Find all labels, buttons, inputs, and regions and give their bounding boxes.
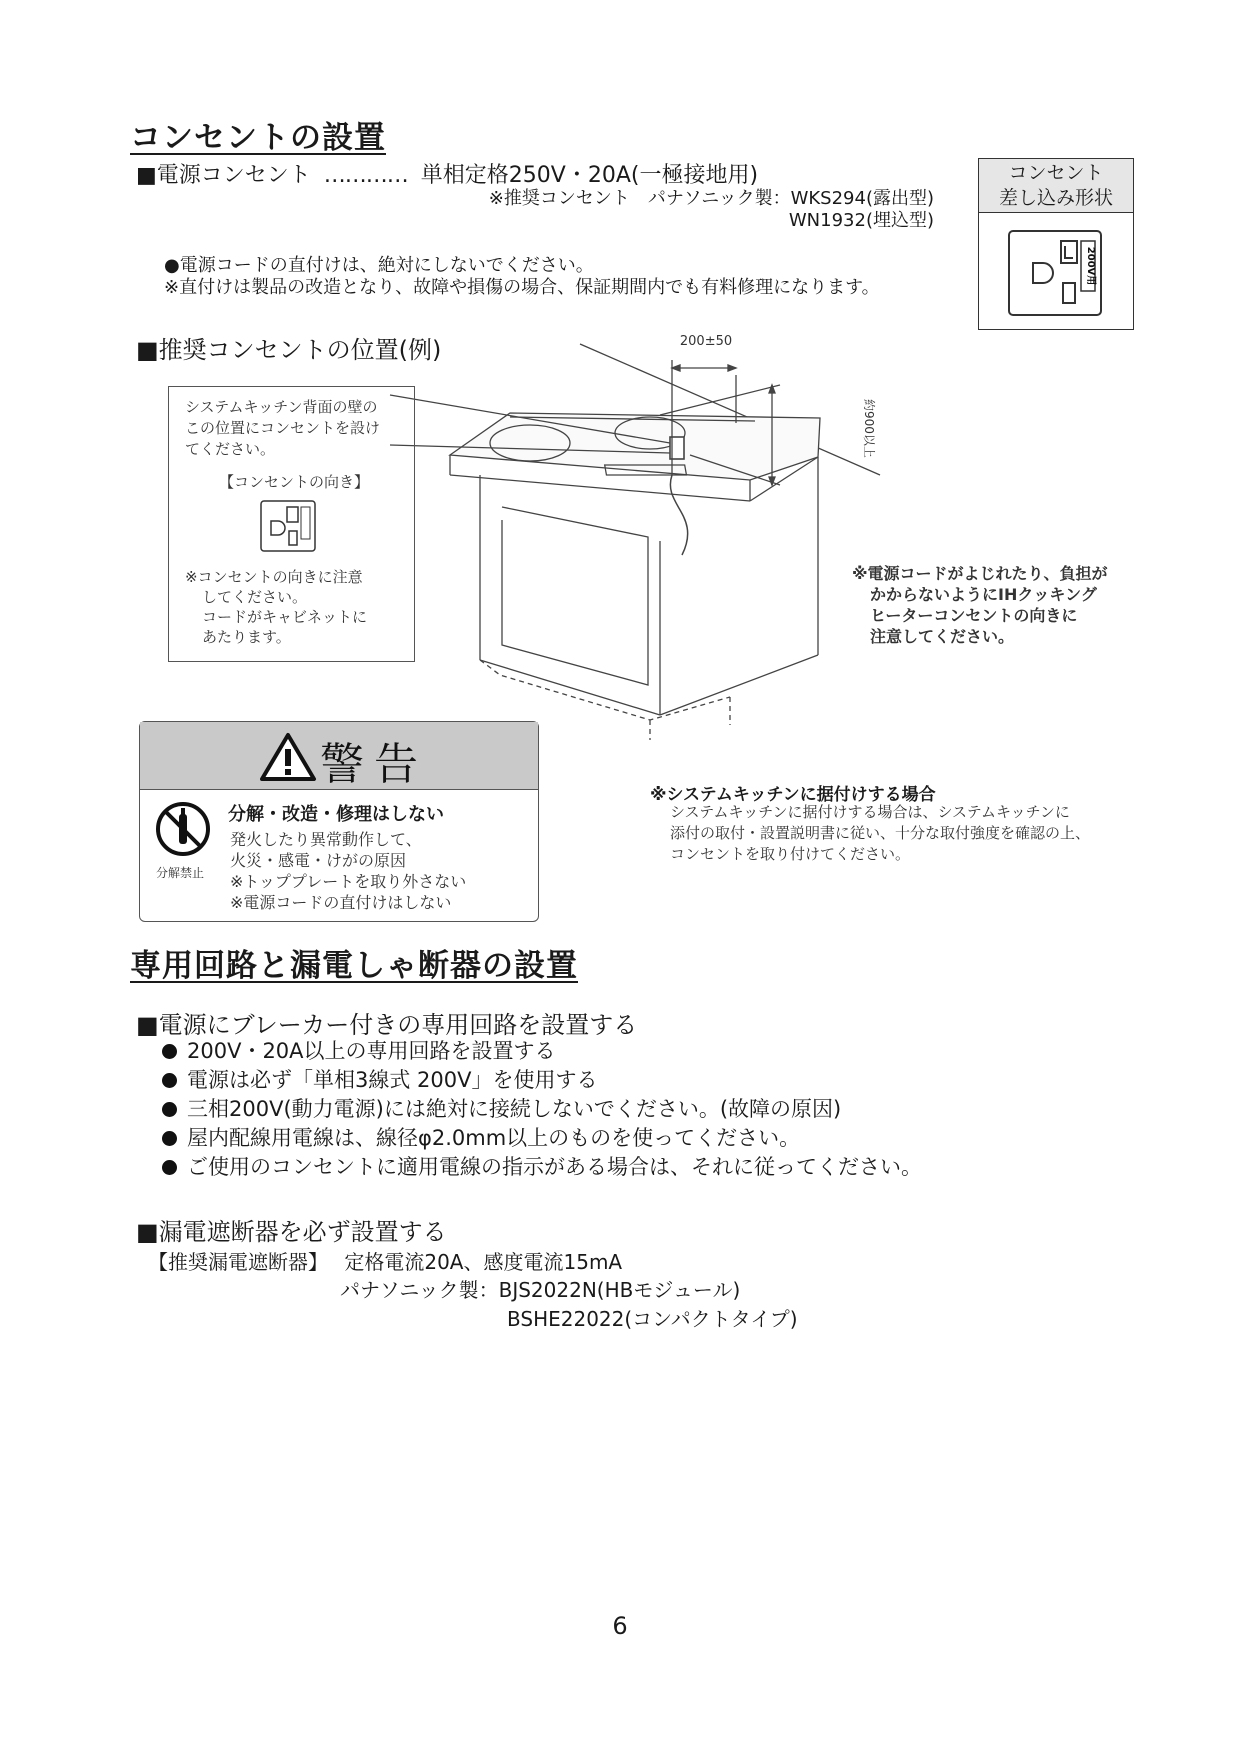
warning-line-4: ※電源コードの直付けはしない	[230, 893, 452, 912]
list-item: 電源は必ず「単相3線式 200V」を使用する	[162, 1066, 922, 1095]
list-item: ご使用のコンセントに適用電線の指示がある場合は、それに従ってください。	[162, 1153, 922, 1182]
breaker-heading: ■漏電遮断器を必ず設置する	[136, 1218, 447, 1246]
note-warranty: ※直付けは製品の改造となり、故障や損傷の場合、保証期間内でも有料修理になります。	[164, 277, 880, 298]
outlet-shape-caption: コンセント 差し込み形状	[979, 159, 1133, 213]
prohibit-label: 分解禁止	[156, 866, 205, 880]
callout-box	[168, 386, 415, 662]
breaker-maker: パナソニック製：BJS2022N(HBモジュール)	[340, 1278, 741, 1302]
warning-triangle-icon	[260, 732, 316, 782]
cord-note-3: ヒーターコンセントの向きに	[870, 606, 1078, 625]
cord-note-2: かからないようにIHクッキング	[870, 585, 1097, 604]
callout-note-4: あたります。	[202, 628, 291, 646]
outlet-shape-box	[978, 158, 1134, 330]
callout-note-2: してください。	[202, 588, 308, 606]
recommended-outlet-1: ※推奨コンセント パナソニック製：WKS294(露出型)	[488, 188, 934, 209]
leader-dots: …………	[323, 163, 408, 188]
callout-text-3: てください。	[185, 440, 276, 458]
outlet-shape-icon	[979, 213, 1132, 327]
dimension-height: 約900以上	[862, 399, 876, 458]
breaker-label: 【推奨漏電遮断器】	[148, 1250, 328, 1274]
warning-title: 警告	[320, 739, 428, 790]
cord-note-4: 注意してください。	[870, 627, 1015, 646]
note-direct-wiring: ●電源コードの直付けは、絶対にしないでください。	[164, 255, 594, 276]
callout-orientation-label: 【コンセントの向き】	[219, 473, 370, 491]
warning-line-3: ※トッププレートを取り外さない	[230, 872, 467, 891]
power-outlet-label: ■電源コンセント	[136, 163, 311, 188]
warning-line-1: 発火したり異常動作して、	[230, 830, 422, 849]
outlet-badge-text: 200V用	[1085, 246, 1096, 286]
circuit-bullet-list	[162, 1037, 922, 1182]
page-number: 6	[612, 1612, 628, 1640]
callout-note-3: コードがキャビネットに	[202, 608, 368, 626]
breaker-model-2: BSHE22022(コンパクトタイプ)	[507, 1307, 798, 1331]
warning-box	[139, 721, 539, 922]
outlet-orientation-icon	[259, 499, 319, 555]
dimension-width: 200±50	[679, 334, 733, 349]
position-heading: ■推奨コンセントの位置(例)	[136, 336, 442, 364]
system-kitchen-heading: ※システムキッチンに据付けする場合	[650, 785, 936, 805]
cord-note-1: ※電源コードがよじれたり、負担が	[852, 564, 1108, 583]
section-title-outlet: コンセントの設置	[130, 120, 386, 156]
breaker-spec: 定格電流20A、感度電流15mA	[344, 1250, 623, 1274]
kitchen-illustration	[420, 325, 876, 750]
system-kitchen-line-3: コンセントを取り付けてください。	[670, 845, 911, 863]
callout-note-1: ※コンセントの向きに注意	[185, 568, 363, 586]
section-title-circuit: 専用回路と漏電しゃ断器の設置	[130, 948, 578, 984]
system-kitchen-line-2: 添付の取付・設置説明書に従い、十分な取付強度を確認の上、	[670, 824, 1091, 842]
circuit-heading: ■電源にブレーカー付きの専用回路を設置する	[136, 1011, 638, 1039]
warning-subtitle: 分解・改造・修理はしない	[228, 804, 444, 825]
callout-text-2: この位置にコンセントを設け	[185, 419, 381, 437]
system-kitchen-line-1: システムキッチンに据付けする場合は、システムキッチンに	[670, 803, 1070, 821]
recommended-outlet-2: WN1932(埋込型)	[788, 210, 934, 231]
list-item: 屋内配線用電線は、線径φ2.0mm以上のものを使ってください。	[162, 1124, 922, 1153]
power-outlet-spec: 単相定格250V・20A(一極接地用)	[420, 163, 759, 188]
callout-text-1: システムキッチン背面の壁の	[185, 398, 378, 416]
list-item: 200V・20A以上の専用回路を設置する	[162, 1037, 922, 1066]
warning-header	[140, 722, 538, 790]
list-item: 三相200V(動力電源)には絶対に接続しないでください。(故障の原因)	[162, 1095, 922, 1124]
breaker-row	[148, 1246, 622, 1275]
no-disassembly-icon	[154, 800, 212, 858]
warning-line-2: 火災・感電・けがの原因	[230, 851, 407, 870]
